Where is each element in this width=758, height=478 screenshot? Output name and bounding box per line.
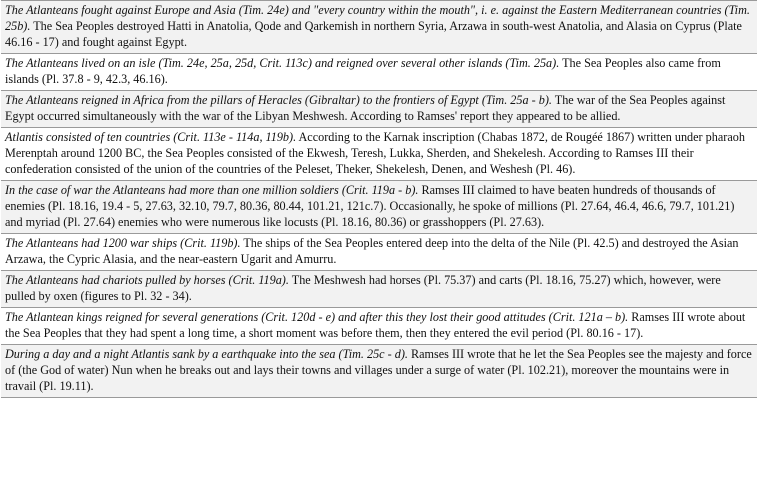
atlantis-claim: The Atlanteans had 1200 war ships (Crit. 119b). [5, 236, 241, 250]
atlantis-claim: The Atlantean kings reigned for several generations (Crit. 120d - e) and after this they lost their good attitudes (Crit. 121a – b). [5, 310, 629, 324]
table-row [1, 54, 757, 91]
table-row [1, 308, 757, 345]
atlantis-claim: The Atlanteans fought against Europe and Asia (Tim. 24e) and "every country within the mouth", i. e. against the Eastern Mediterranean countries (Tim. 25b). [5, 3, 750, 33]
table-row [1, 91, 757, 128]
sea-peoples-evidence: Ramses III claimed to have beaten hundreds of thousands of enemies (Pl. 18.16, 19.4 - 5, 27.63, 32.10, 79.7, 80.36, 80.44, 101.21, 121c.7). Occasionally, he spoke of millions (Pl. 27.64, 46.4, 46.6, 79.7, 101.21) and myriad (Pl. 27.64) enemies who were numerous like locusts (Pl. 18.16, 80.36) or grasshoppers (Pl. 27.63). [5, 183, 735, 229]
sea-peoples-evidence: The Meshwesh had horses (Pl. 75.37) and carts (Pl. 18.16, 75.27) which, however, were pulled by oxen (figures to Pl. 32 - 34). [5, 273, 721, 303]
table-row [1, 234, 757, 271]
atlantis-claim: The Atlanteans had chariots pulled by horses (Crit. 119a). [5, 273, 289, 287]
sea-peoples-evidence: The ships of the Sea Peoples entered deep into the delta of the Nile (Pl. 42.5) and destroyed the Asian Arzawa, the Cypric Alasia, and the near-eastern Ugarit and Amurru. [5, 236, 739, 266]
atlantis-claim: In the case of war the Atlanteans had more than one million soldiers (Crit. 119a - b). [5, 183, 419, 197]
sea-peoples-evidence: Ramses III wrote that he let the Sea Peoples see the majesty and force of (the God of water) Nun when he breaks out and lays their towns and villages under a surge of water (Pl. 102.21), moreover the mountains were in travail (Pl. 19.11). [5, 347, 752, 393]
comparison-table [1, 0, 757, 398]
atlantis-claim: Atlantis consisted of ten countries (Crit. 113e - 114a, 119b). [5, 130, 297, 144]
sea-peoples-evidence: The war of the Sea Peoples against Egypt occurred simultaneously with the war of the Libyan Meshwesh. According to Ramses' report they appeared to be allied. [5, 93, 726, 123]
table-row [1, 271, 757, 308]
table-row [1, 0, 757, 54]
sea-peoples-evidence: The Sea Peoples also came from islands (Pl. 37.8 - 9, 42.3, 46.16). [5, 56, 721, 86]
table-row [1, 345, 757, 398]
sea-peoples-evidence: According to the Karnak inscription (Chabas 1872, de Rougéé 1867) written under pharaoh Merenptah around 1200 BC, the Sea Peoples consisted of the Ekwesh, Teresh, Lukka, Sherden, and Shekelesh. According to Ramses III their confederation consisted of the union of the countries of the Peleset, Theker, Shekelesh, Denen, and Weshesh (Pl. 46). [5, 130, 745, 176]
atlantis-claim: The Atlanteans reigned in Africa from the pillars of Heracles (Gibraltar) to the frontiers of Egypt (Tim. 25a - b). [5, 93, 552, 107]
sea-peoples-evidence: Ramses III wrote about the Sea Peoples that they had spent a long time, a short moment was before them, then they entered the evil period (Pl. 80.16 - 17). [5, 310, 746, 340]
atlantis-claim: The Atlanteans lived on an isle (Tim. 24e, 25a, 25d, Crit. 113c) and reigned over several other islands (Tim. 25a). [5, 56, 560, 70]
table-row [1, 128, 757, 181]
table-row [1, 181, 757, 234]
sea-peoples-evidence: The Sea Peoples destroyed Hatti in Anatolia, Qode and Qarkemish in northern Syria, Arzawa in south-west Anatolia, and Alasia on Cyprus (Plate 46.16 - 17) and fought against Egypt. [5, 19, 742, 49]
atlantis-claim: During a day and a night Atlantis sank by a earthquake into the sea (Tim. 25c - d). [5, 347, 408, 361]
